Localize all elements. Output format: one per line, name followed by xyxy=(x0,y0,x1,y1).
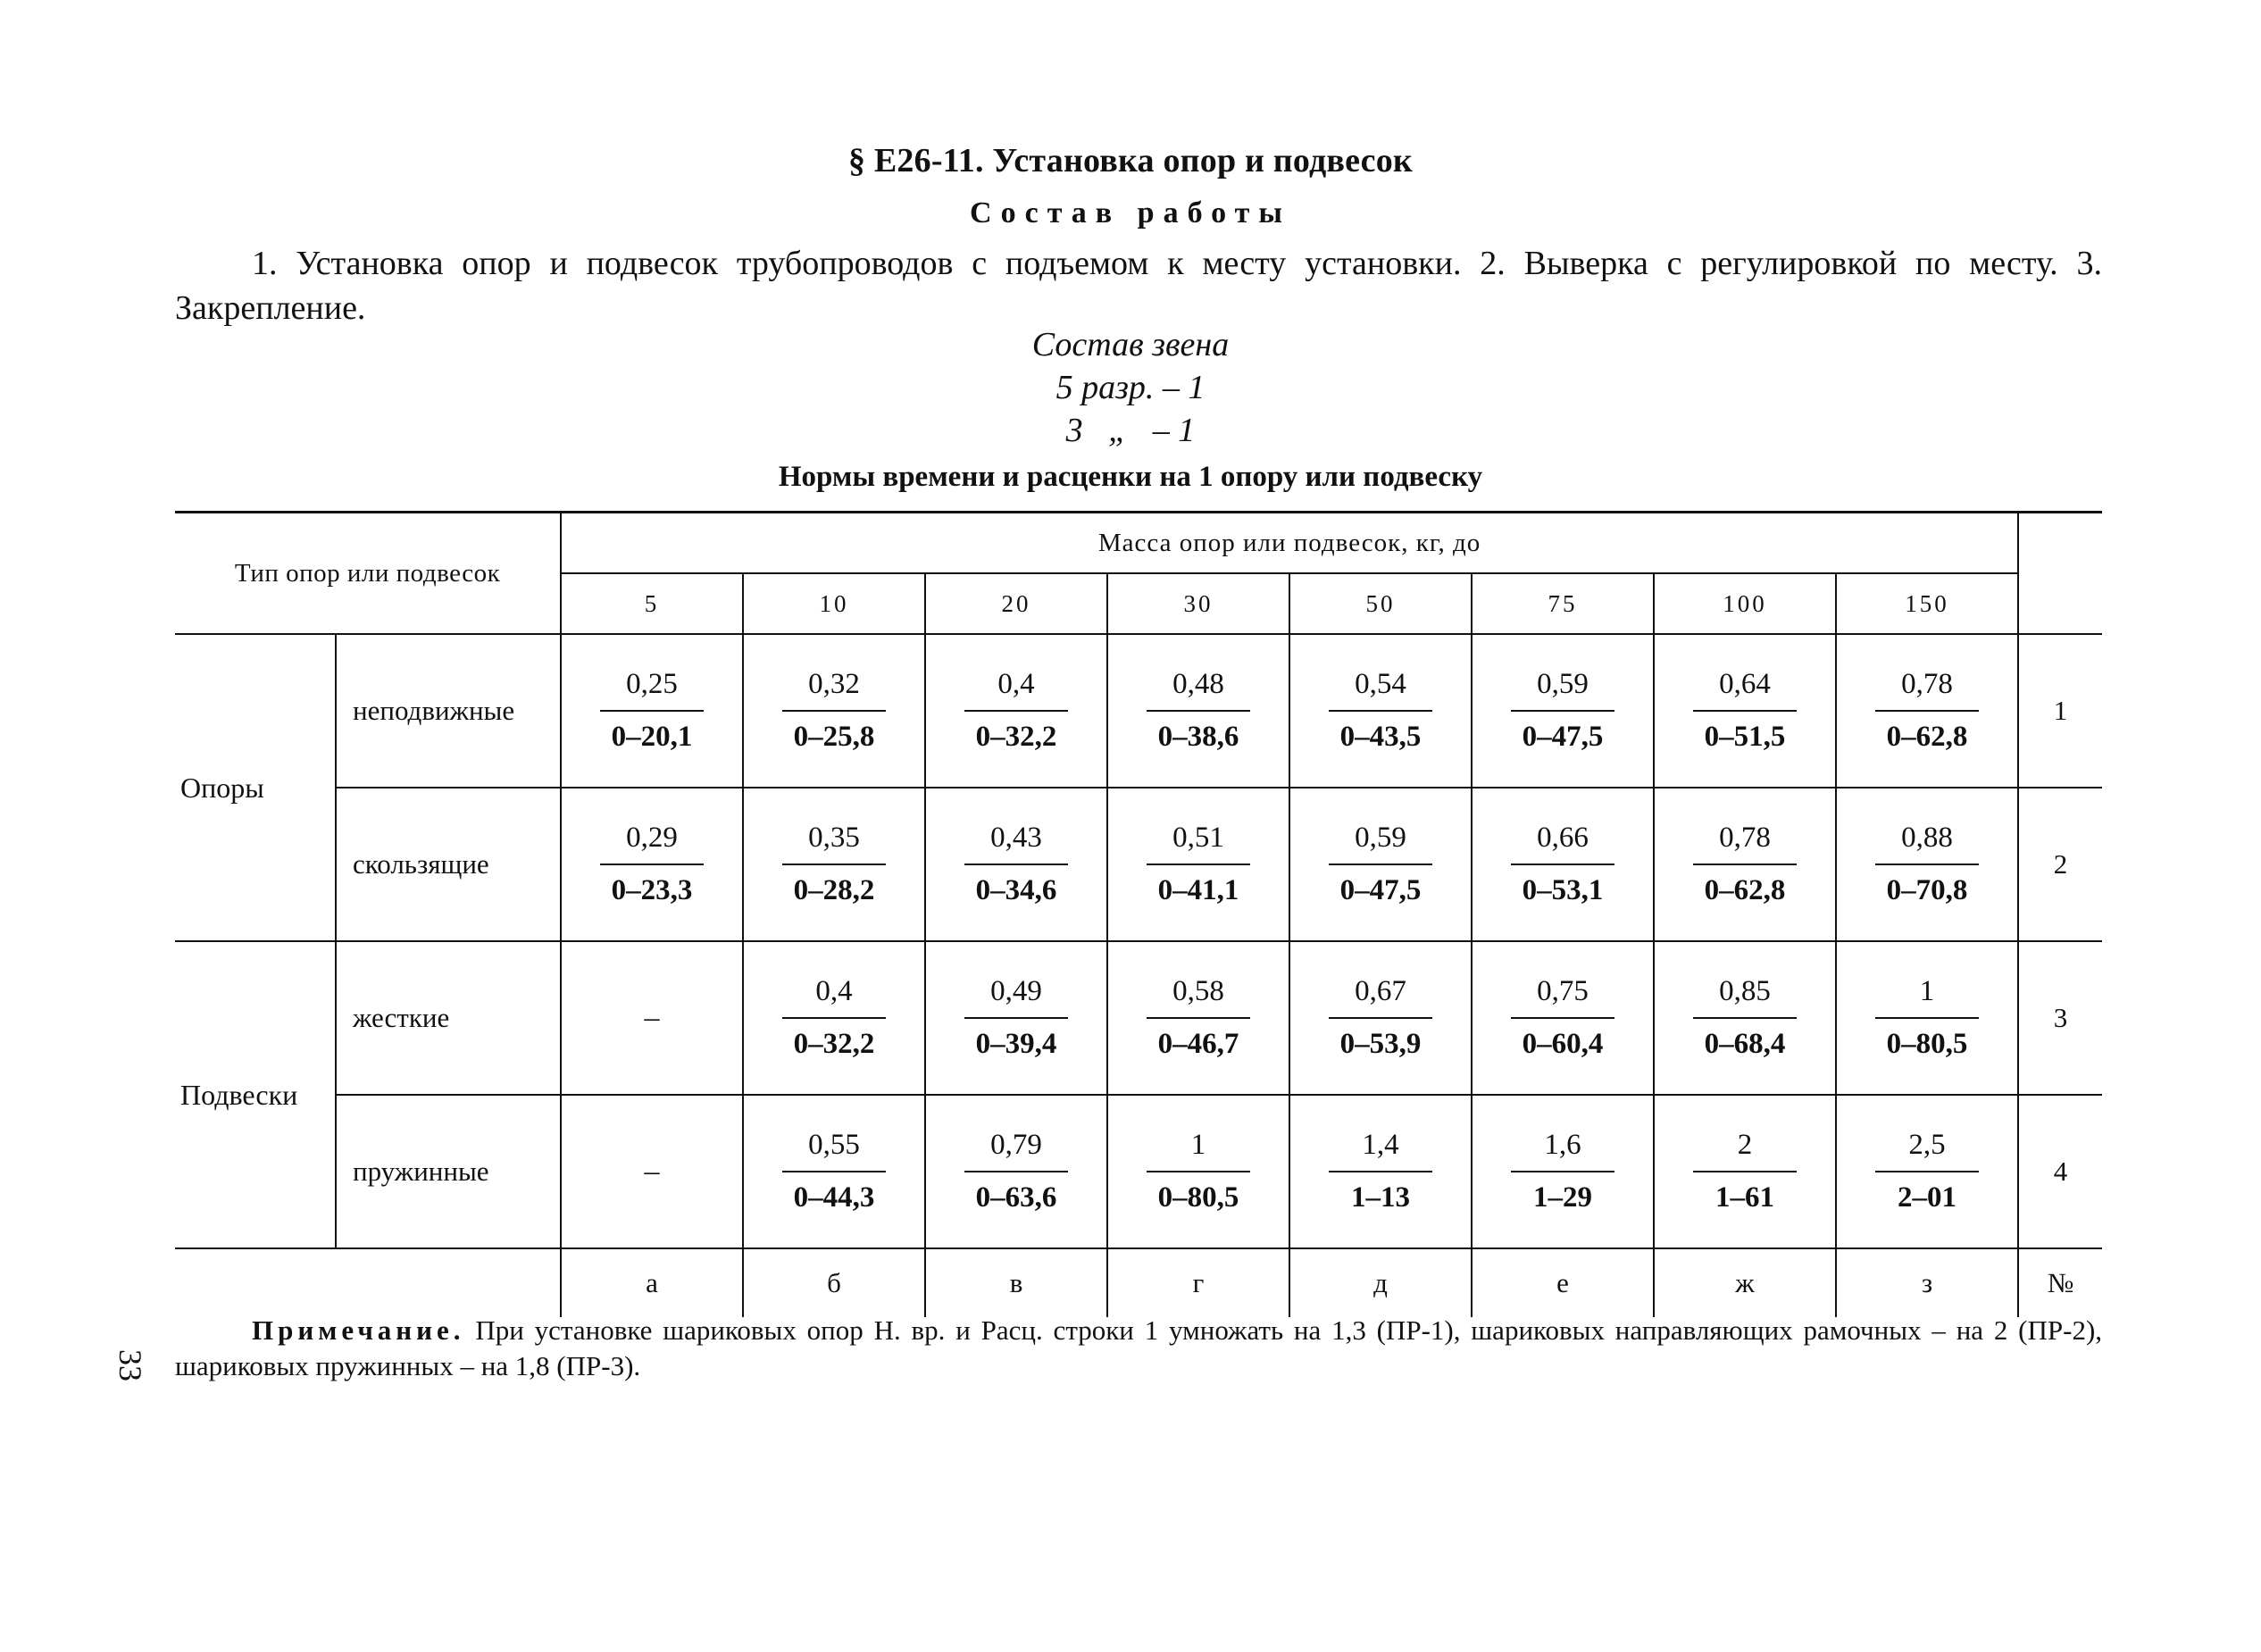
time-norm: 0,64 xyxy=(1693,668,1797,712)
rate-value: 0–41,1 xyxy=(1157,874,1239,906)
norm-fraction xyxy=(959,822,1073,907)
norm-fraction xyxy=(959,975,1073,1061)
time-norm: 1,4 xyxy=(1329,1129,1432,1172)
rate-value: 0–46,7 xyxy=(1157,1028,1239,1060)
norm-cell xyxy=(1654,788,1836,941)
norm-cell xyxy=(1289,941,1472,1095)
time-norm: 2 xyxy=(1693,1129,1797,1172)
column-letter: з xyxy=(1836,1248,2018,1317)
row-number: 4 xyxy=(2018,1095,2102,1248)
rate-value: 0–38,6 xyxy=(1157,721,1239,753)
time-norm: 0,58 xyxy=(1147,975,1250,1019)
norm-cell xyxy=(1289,1095,1472,1248)
group-label: Подвески xyxy=(175,941,336,1248)
mass-column-header: 30 xyxy=(1107,573,1289,634)
norm-fraction xyxy=(777,975,891,1061)
norm-cell xyxy=(1472,788,1654,941)
mass-column-header: 50 xyxy=(1289,573,1472,634)
rate-value: 0–47,5 xyxy=(1339,874,1422,906)
crew-line-1: 5 разр. – 1 xyxy=(1055,369,1206,406)
norm-cell xyxy=(1836,788,2018,941)
norm-fraction xyxy=(1688,975,1802,1061)
rate-value: 0–68,4 xyxy=(1704,1028,1786,1060)
norm-cell xyxy=(1472,941,1654,1095)
time-norm: 0,29 xyxy=(600,822,704,865)
time-norm: 0,59 xyxy=(1511,668,1614,712)
norm-cell xyxy=(561,1095,743,1248)
norm-fraction xyxy=(1323,822,1438,907)
column-letter: е xyxy=(1472,1248,1654,1317)
empty-dash: – xyxy=(644,1001,660,1034)
column-letter: б xyxy=(743,1248,925,1317)
rate-value: 0–32,2 xyxy=(793,1028,875,1060)
norm-cell xyxy=(1289,634,1472,788)
time-norm: 0,79 xyxy=(964,1129,1068,1172)
empty-dash: – xyxy=(644,1155,660,1188)
time-norm: 0,43 xyxy=(964,822,1068,865)
norm-fraction xyxy=(1323,668,1438,754)
rate-value: 0–70,8 xyxy=(1886,874,1968,906)
time-norm: 1 xyxy=(1875,975,1979,1019)
norms-table xyxy=(175,511,2102,1317)
norm-cell xyxy=(1472,634,1654,788)
time-norm: 2,5 xyxy=(1875,1129,1979,1172)
time-norm: 0,55 xyxy=(782,1129,886,1172)
rate-value: 0–25,8 xyxy=(793,721,875,753)
time-norm: 0,35 xyxy=(782,822,886,865)
time-norm: 0,4 xyxy=(782,975,886,1019)
table-row xyxy=(175,788,2102,941)
column-letter: в xyxy=(925,1248,1107,1317)
norm-cell xyxy=(1107,941,1289,1095)
norm-fraction xyxy=(1688,1129,1802,1214)
type-label: жесткие xyxy=(336,941,561,1095)
note xyxy=(175,1313,2102,1384)
work-description: 1. Установка опор и подвесок трубопроводов с подъемом к месту установки. 2. Выверка с регулировкой по месту. 3. Закрепление. xyxy=(175,245,2102,327)
norm-fraction xyxy=(1688,668,1802,754)
rate-value: 1–61 xyxy=(1715,1181,1775,1214)
norm-fraction xyxy=(1506,668,1620,754)
table-row xyxy=(175,941,2102,1095)
note-lead: Примечание. xyxy=(252,1314,465,1346)
norm-fraction xyxy=(1141,1129,1256,1214)
norm-cell xyxy=(1107,788,1289,941)
row-number: 2 xyxy=(2018,788,2102,941)
time-norm: 0,75 xyxy=(1511,975,1614,1019)
work-heading: Состав работы xyxy=(970,196,1291,229)
mass-column-header: 150 xyxy=(1836,573,2018,634)
norm-cell xyxy=(925,634,1107,788)
table-caption: Нормы времени и расценки на 1 опору или подвеску xyxy=(778,461,1483,493)
column-letter: ж xyxy=(1654,1248,1836,1317)
crew-line-2: 3 „ – 1 xyxy=(1065,412,1196,449)
rate-value: 0–44,3 xyxy=(793,1181,875,1214)
norm-fraction xyxy=(1870,1129,1984,1214)
norm-fraction xyxy=(959,668,1073,754)
norm-fraction xyxy=(1506,975,1620,1061)
norm-cell xyxy=(743,788,925,941)
time-norm: 0,85 xyxy=(1693,975,1797,1019)
norm-fraction xyxy=(1141,822,1256,907)
norm-cell xyxy=(1836,634,2018,788)
rate-value: 1–13 xyxy=(1351,1181,1411,1214)
time-norm: 0,88 xyxy=(1875,822,1979,865)
norm-cell xyxy=(1836,941,2018,1095)
norm-cell xyxy=(1836,1095,2018,1248)
number-symbol: № xyxy=(2018,1248,2102,1317)
time-norm: 1,6 xyxy=(1511,1129,1614,1172)
table-row xyxy=(175,1095,2102,1248)
time-norm: 0,32 xyxy=(782,668,886,712)
norm-fraction xyxy=(1688,822,1802,907)
norm-fraction xyxy=(777,822,891,907)
column-letter: а xyxy=(561,1248,743,1317)
rate-value: 0–20,1 xyxy=(611,721,693,753)
row-number: 3 xyxy=(2018,941,2102,1095)
norm-fraction xyxy=(1323,1129,1438,1214)
mass-column-header: 75 xyxy=(1472,573,1654,634)
norm-cell xyxy=(561,788,743,941)
rate-value: 0–47,5 xyxy=(1522,721,1604,753)
note-text: При установке шариковых опор Н. вр. и Расц. строки 1 умножать на 1,3 (ПР-1), шариковых направляющих рамочных – на 2 (ПР-2), шариковых пружинных – на 1,8 (ПР-3). xyxy=(175,1314,2103,1381)
rate-value: 0–53,9 xyxy=(1339,1028,1422,1060)
norm-cell xyxy=(925,941,1107,1095)
type-label: пружинные xyxy=(336,1095,561,1248)
rate-value: 0–62,8 xyxy=(1886,721,1968,753)
norm-cell xyxy=(561,634,743,788)
time-norm: 0,59 xyxy=(1329,822,1432,865)
rate-value: 0–60,4 xyxy=(1522,1028,1604,1060)
norm-fraction xyxy=(777,668,891,754)
norm-cell xyxy=(1654,941,1836,1095)
rate-value: 0–51,5 xyxy=(1704,721,1786,753)
norm-fraction xyxy=(777,1129,891,1214)
time-norm: 0,78 xyxy=(1693,822,1797,865)
norm-fraction xyxy=(1506,1129,1620,1214)
norm-cell xyxy=(1107,634,1289,788)
time-norm: 0,4 xyxy=(964,668,1068,712)
time-norm: 0,49 xyxy=(964,975,1068,1019)
rate-value: 0–32,2 xyxy=(975,721,1057,753)
time-norm: 0,54 xyxy=(1329,668,1432,712)
time-norm: 0,25 xyxy=(600,668,704,712)
norm-cell xyxy=(925,1095,1107,1248)
mass-column-header: 100 xyxy=(1654,573,1836,634)
table-row xyxy=(175,634,2102,788)
rate-value: 0–80,5 xyxy=(1157,1181,1239,1214)
rate-value: 0–34,6 xyxy=(975,874,1057,906)
norm-fraction xyxy=(595,822,709,907)
norm-fraction xyxy=(1141,975,1256,1061)
rate-value: 1–29 xyxy=(1533,1181,1593,1214)
rate-value: 0–80,5 xyxy=(1886,1028,1968,1060)
norm-cell xyxy=(743,634,925,788)
crew-heading: Состав звена xyxy=(1031,326,1230,363)
norm-cell xyxy=(1654,1095,1836,1248)
rate-value: 0–53,1 xyxy=(1522,874,1604,906)
page-number: 33 xyxy=(113,1349,148,1381)
norm-fraction xyxy=(1870,975,1984,1061)
rate-value: 2–01 xyxy=(1898,1181,1957,1214)
time-norm: 0,66 xyxy=(1511,822,1614,865)
time-norm: 0,51 xyxy=(1147,822,1250,865)
section-title: § Е26-11. Установка опор и подвесок xyxy=(847,142,1414,179)
rate-value: 0–39,4 xyxy=(975,1028,1057,1060)
row-number: 1 xyxy=(2018,634,2102,788)
norm-fraction xyxy=(1870,822,1984,907)
column-letter: г xyxy=(1107,1248,1289,1317)
time-norm: 0,67 xyxy=(1329,975,1432,1019)
norm-fraction xyxy=(959,1129,1073,1214)
norm-cell xyxy=(1107,1095,1289,1248)
crew-composition xyxy=(0,323,2261,452)
norm-cell xyxy=(561,941,743,1095)
time-norm: 1 xyxy=(1147,1129,1250,1172)
type-label: скользящие xyxy=(336,788,561,941)
norm-fraction xyxy=(1506,822,1620,907)
norm-fraction xyxy=(1870,668,1984,754)
time-norm: 0,48 xyxy=(1147,668,1250,712)
rate-value: 0–43,5 xyxy=(1339,721,1422,753)
type-label: неподвижные xyxy=(336,634,561,788)
norm-cell xyxy=(1472,1095,1654,1248)
type-header: Тип опор или подвесок xyxy=(175,513,561,635)
norm-fraction xyxy=(1323,975,1438,1061)
mass-column-header: 20 xyxy=(925,573,1107,634)
norm-fraction xyxy=(595,668,709,754)
rate-value: 0–62,8 xyxy=(1704,874,1786,906)
rate-value: 0–23,3 xyxy=(611,874,693,906)
rate-value: 0–28,2 xyxy=(793,874,875,906)
rate-value: 0–63,6 xyxy=(975,1181,1057,1214)
norms-table-wrap xyxy=(175,511,2102,1317)
norm-cell xyxy=(1289,788,1472,941)
norm-cell xyxy=(925,788,1107,941)
group-label: Опоры xyxy=(175,634,336,941)
mass-column-header: 10 xyxy=(743,573,925,634)
norm-cell xyxy=(743,941,925,1095)
row-number-header xyxy=(2018,513,2102,635)
column-letter: д xyxy=(1289,1248,1472,1317)
mass-column-header: 5 xyxy=(561,573,743,634)
mass-header: Масса опор или подвесок, кг, до xyxy=(561,513,2018,574)
norm-cell xyxy=(1654,634,1836,788)
norm-cell xyxy=(743,1095,925,1248)
norm-fraction xyxy=(1141,668,1256,754)
time-norm: 0,78 xyxy=(1875,668,1979,712)
footer-blank xyxy=(175,1248,561,1317)
